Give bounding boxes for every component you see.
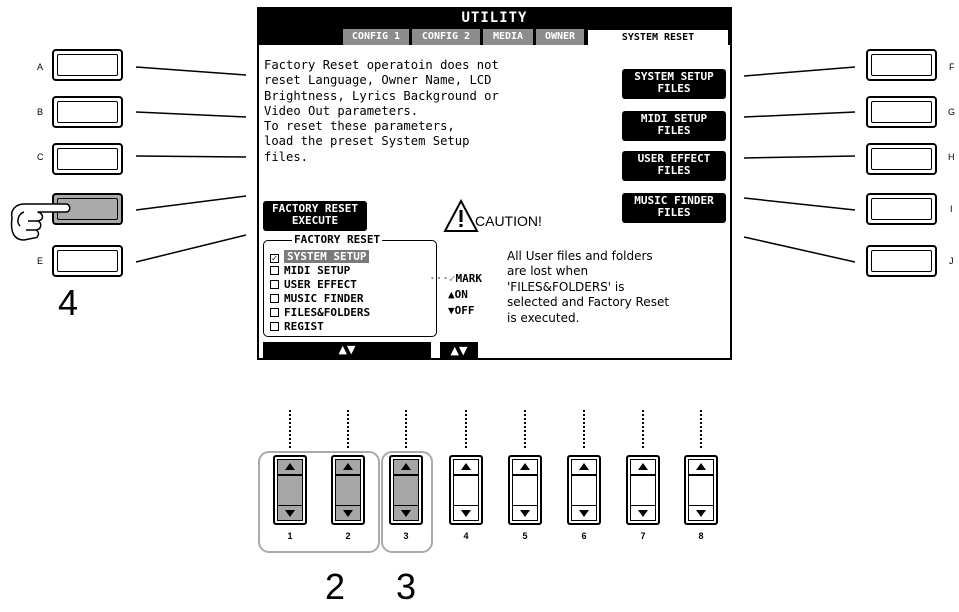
side-button-b[interactable] [52, 96, 123, 128]
dotted-guide [583, 410, 585, 448]
mark-legend-off [429, 303, 482, 319]
checkbox-icon [270, 308, 279, 317]
arrow-up-icon [638, 463, 648, 470]
system-setup-files-line1: SYSTEM SETUP [634, 70, 714, 83]
screen-title: UTILITY [259, 9, 730, 27]
up-down-button-2[interactable] [331, 455, 365, 525]
knob-number-8: 8 [698, 531, 704, 541]
list-item-label: MUSIC FINDER [284, 292, 364, 305]
arrow-down-icon: ▼ [448, 304, 455, 317]
arrow-down-icon [638, 510, 648, 517]
arrow-down-icon [461, 510, 471, 517]
up-down-button-5[interactable] [508, 455, 542, 525]
lcd-screen [257, 7, 732, 360]
factory-reset-execute-line1: FACTORY RESET [271, 202, 359, 215]
side-button-j[interactable] [866, 245, 937, 277]
dotted-guide [700, 410, 702, 448]
system-setup-files-line2: FILES [657, 82, 691, 95]
arrow-up-icon [579, 463, 589, 470]
arrow-down-icon [579, 510, 589, 517]
mark-label: MARK [455, 272, 482, 285]
music-finder-files-line1: MUSIC FINDER [634, 194, 714, 207]
checkbox-icon [270, 294, 279, 303]
list-item-label: SYSTEM SETUP [284, 250, 369, 263]
list-item-midi-setup[interactable] [270, 264, 434, 277]
tab-config-2[interactable]: CONFIG 2 [412, 29, 480, 45]
tab-owner[interactable]: OWNER [536, 29, 584, 45]
dotted-guide [347, 410, 349, 448]
tab-bar [259, 27, 730, 45]
warning-icon [443, 199, 479, 233]
side-button-h[interactable] [866, 143, 937, 175]
caution-label: CAUTION! [475, 213, 542, 229]
side-letter-j: J [949, 256, 954, 266]
dotted-guide [465, 410, 467, 448]
list-item-regist[interactable] [270, 320, 434, 333]
knob-number-4: 4 [463, 531, 469, 541]
arrow-up-icon [461, 463, 471, 470]
dotted-guide [524, 410, 526, 448]
arrow-down-icon [696, 510, 706, 517]
caution-text: All User files and folders are lost when 'FILES&FOLDERS' is selected and Factory Reset is executed. [507, 249, 670, 325]
tab-media[interactable]: MEDIA [483, 29, 533, 45]
side-letter-i: I [950, 204, 953, 214]
side-button-c[interactable] [52, 143, 123, 175]
knob-number-5: 5 [522, 531, 528, 541]
arrow-up-icon: ▲ [448, 288, 455, 301]
up-down-button-7[interactable] [626, 455, 660, 525]
mark-legend [429, 271, 482, 319]
arrow-up-icon [520, 463, 530, 470]
step-number-4: 4 [58, 282, 79, 323]
side-button-g[interactable] [866, 96, 937, 128]
dotted-guide [405, 410, 407, 448]
list-item-music-finder[interactable] [270, 292, 434, 305]
side-button-f[interactable] [866, 49, 937, 81]
music-finder-files-button[interactable] [622, 193, 726, 223]
arrow-down-icon [285, 510, 295, 517]
list-scroll-bar[interactable] [263, 342, 431, 358]
checkbox-checked-icon: ✓ [271, 254, 278, 264]
knob-number-6: 6 [581, 531, 587, 541]
up-down-button-6[interactable] [567, 455, 601, 525]
on-label: ON [454, 288, 468, 301]
knob-number-3: 3 [403, 531, 409, 541]
midi-setup-files-button[interactable] [622, 111, 726, 141]
list-item-system-setup[interactable] [270, 250, 434, 263]
list-item-user-effect[interactable] [270, 278, 434, 291]
side-letter-f: F [949, 62, 955, 72]
up-down-arrows-icon: ▲▼ [338, 343, 356, 356]
side-letter-a: A [37, 62, 44, 72]
side-letter-b: B [37, 107, 44, 117]
up-down-button-8[interactable] [684, 455, 718, 525]
arrow-up-icon [285, 463, 295, 470]
dotted-guide [289, 410, 291, 448]
side-button-i[interactable] [866, 193, 937, 225]
mark-scroll-bar[interactable] [440, 342, 478, 358]
list-item-label: REGIST [284, 320, 324, 333]
list-item-label: FILES&FOLDERS [284, 306, 371, 319]
user-effect-files-line2: FILES [657, 164, 691, 177]
music-finder-files-line2: FILES [657, 206, 691, 219]
midi-setup-files-line1: MIDI SETUP [640, 112, 708, 125]
pointing-hand-icon [4, 190, 76, 250]
arrow-up-icon [401, 463, 411, 470]
checkbox-icon [270, 266, 279, 275]
user-effect-files-button[interactable] [622, 151, 726, 181]
tab-config-1[interactable]: CONFIG 1 [343, 29, 409, 45]
user-effect-files-line1: USER EFFECT [637, 152, 711, 165]
up-down-button-3[interactable] [389, 455, 423, 525]
arrow-down-icon [520, 510, 530, 517]
arrow-down-icon [401, 510, 411, 517]
info-message: Factory Reset operatoin does not reset Language, Owner Name, LCD Brightness, Lyrics Background or Video Out parameters. To reset these parameters, load the preset System Setup files. [264, 58, 499, 164]
off-label: OFF [454, 304, 475, 317]
side-letter-c: C [37, 152, 44, 162]
arrow-up-icon [343, 463, 353, 470]
list-item-files-folders[interactable] [270, 306, 434, 319]
system-setup-files-button[interactable] [622, 69, 726, 99]
dotted-guide [642, 410, 644, 448]
up-down-button-4[interactable] [449, 455, 483, 525]
factory-reset-list [263, 233, 437, 337]
knob-number-7: 7 [640, 531, 646, 541]
tab-system-reset[interactable]: SYSTEM RESET [587, 29, 729, 45]
factory-reset-execute-button[interactable] [263, 201, 367, 231]
checkbox-icon [270, 322, 279, 331]
checkbox-icon [270, 280, 279, 289]
list-item-label: MIDI SETUP [284, 264, 351, 277]
side-letter-g: G [948, 107, 956, 117]
midi-setup-files-line2: FILES [657, 124, 691, 137]
factory-reset-list-title: FACTORY RESET [294, 233, 381, 246]
arrow-up-icon [696, 463, 706, 470]
side-letter-e: E [37, 256, 44, 266]
mark-legend-on [429, 287, 482, 303]
list-item-label: USER EFFECT [284, 278, 357, 291]
checkmark-icon: ···✓ [429, 272, 456, 285]
step-number-2: 2 [325, 566, 346, 607]
side-letter-h: H [948, 152, 955, 162]
side-button-a[interactable] [52, 49, 123, 81]
knob-number-2: 2 [345, 531, 351, 541]
up-down-arrows-icon: ▲▼ [450, 344, 468, 357]
mark-legend-mark [429, 271, 482, 287]
factory-reset-execute-line2: EXECUTE [291, 214, 339, 227]
knob-number-1: 1 [287, 531, 293, 541]
arrow-down-icon [343, 510, 353, 517]
up-down-button-1[interactable] [273, 455, 307, 525]
step-number-3: 3 [396, 566, 417, 607]
